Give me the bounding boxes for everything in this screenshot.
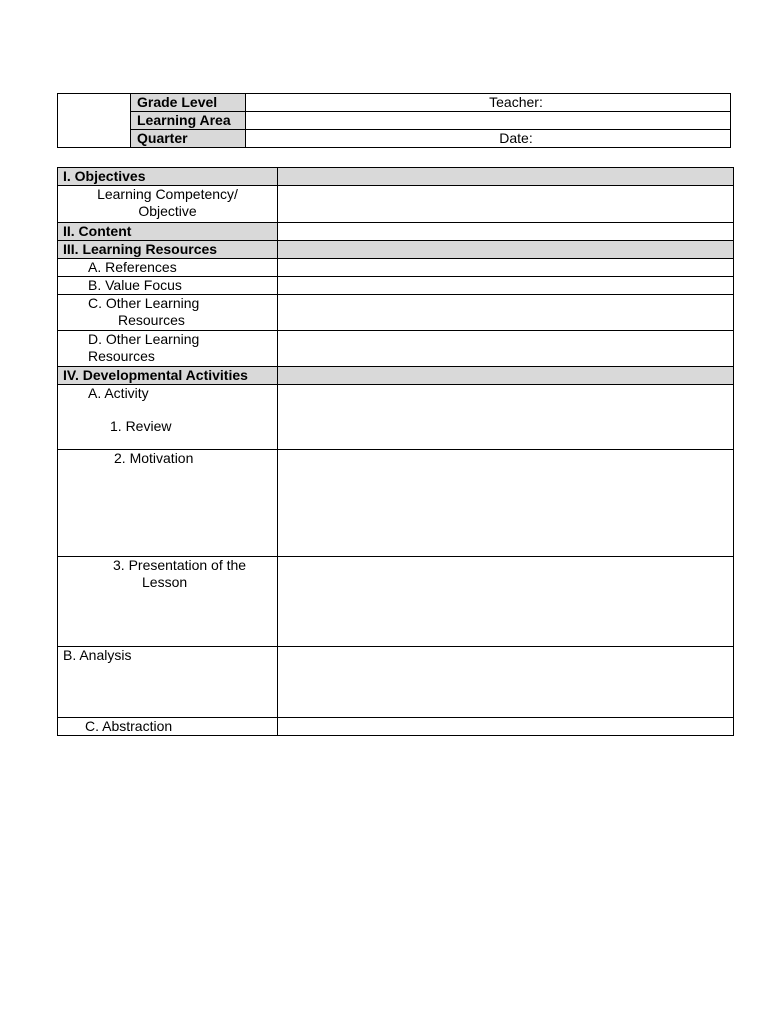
row-presentation [58, 557, 734, 647]
motivation-label: 2. Motivation [58, 450, 278, 557]
row-other-resources-c [58, 295, 734, 331]
other-resources-d-line2: Resources [88, 348, 155, 364]
abstraction-label: C. Abstraction [58, 718, 278, 736]
objectives-value[interactable] [278, 168, 734, 186]
other-resources-c-cell [58, 295, 278, 331]
value-focus-value[interactable] [278, 277, 734, 295]
references-value[interactable] [278, 259, 734, 277]
row-developmental-activities [58, 367, 734, 385]
learning-competency-line1: Learning Competency/ [97, 186, 238, 202]
header-row-grade-level [58, 94, 731, 112]
date-label: Date: [499, 130, 533, 146]
references-label: A. References [58, 259, 278, 277]
row-objectives [58, 168, 734, 186]
other-resources-d-value[interactable] [278, 331, 734, 367]
teacher-label: Teacher: [489, 94, 543, 110]
other-resources-d-line1: D. Other Learning [88, 331, 200, 347]
activity-label: A. Activity [88, 385, 149, 401]
row-value-focus [58, 277, 734, 295]
other-resources-c-line1: C. Other Learning [88, 295, 200, 311]
logo-cell [58, 94, 131, 148]
teacher-field[interactable] [246, 94, 731, 112]
learning-area-field[interactable] [246, 112, 731, 130]
abstraction-value[interactable] [278, 718, 734, 736]
row-other-resources-d [58, 331, 734, 367]
learning-area-label: Learning Area [131, 112, 246, 130]
presentation-cell [58, 557, 278, 647]
header-row-quarter [58, 130, 731, 148]
other-resources-c-value[interactable] [278, 295, 734, 331]
quarter-label: Quarter [131, 130, 246, 148]
row-learning-resources [58, 241, 734, 259]
learning-competency-line2: Objective [138, 203, 197, 219]
activity-review-cell [58, 385, 278, 450]
presentation-line2: Lesson [142, 574, 188, 590]
learning-resources-value[interactable] [278, 241, 734, 259]
developmental-activities-value[interactable] [278, 367, 734, 385]
row-content [58, 223, 734, 241]
row-activity-review [58, 385, 734, 450]
presentation-value[interactable] [278, 557, 734, 647]
row-motivation [58, 450, 734, 557]
section-learning-resources: III. Learning Resources [58, 241, 278, 259]
lesson-plan-table [57, 167, 734, 736]
section-content: II. Content [58, 223, 278, 241]
other-resources-c-line2: Resources [118, 312, 185, 328]
other-resources-d-cell [58, 331, 278, 367]
row-learning-competency [58, 186, 734, 223]
grade-level-label: Grade Level [131, 94, 246, 112]
content-value[interactable] [278, 223, 734, 241]
value-focus-label: B. Value Focus [58, 277, 278, 295]
section-objectives: I. Objectives [58, 168, 278, 186]
date-field[interactable] [246, 130, 731, 148]
presentation-line1: 3. Presentation of the [113, 557, 247, 573]
section-developmental-activities: IV. Developmental Activities [58, 367, 278, 385]
analysis-label: B. Analysis [58, 647, 278, 718]
learning-competency-value[interactable] [278, 186, 734, 223]
row-references [58, 259, 734, 277]
review-label: 1. Review [110, 418, 172, 434]
activity-review-value[interactable] [278, 385, 734, 450]
header-table [57, 93, 731, 148]
motivation-value[interactable] [278, 450, 734, 557]
analysis-value[interactable] [278, 647, 734, 718]
row-analysis [58, 647, 734, 718]
row-abstraction [58, 718, 734, 736]
header-row-learning-area [58, 112, 731, 130]
learning-competency-cell [58, 186, 278, 223]
